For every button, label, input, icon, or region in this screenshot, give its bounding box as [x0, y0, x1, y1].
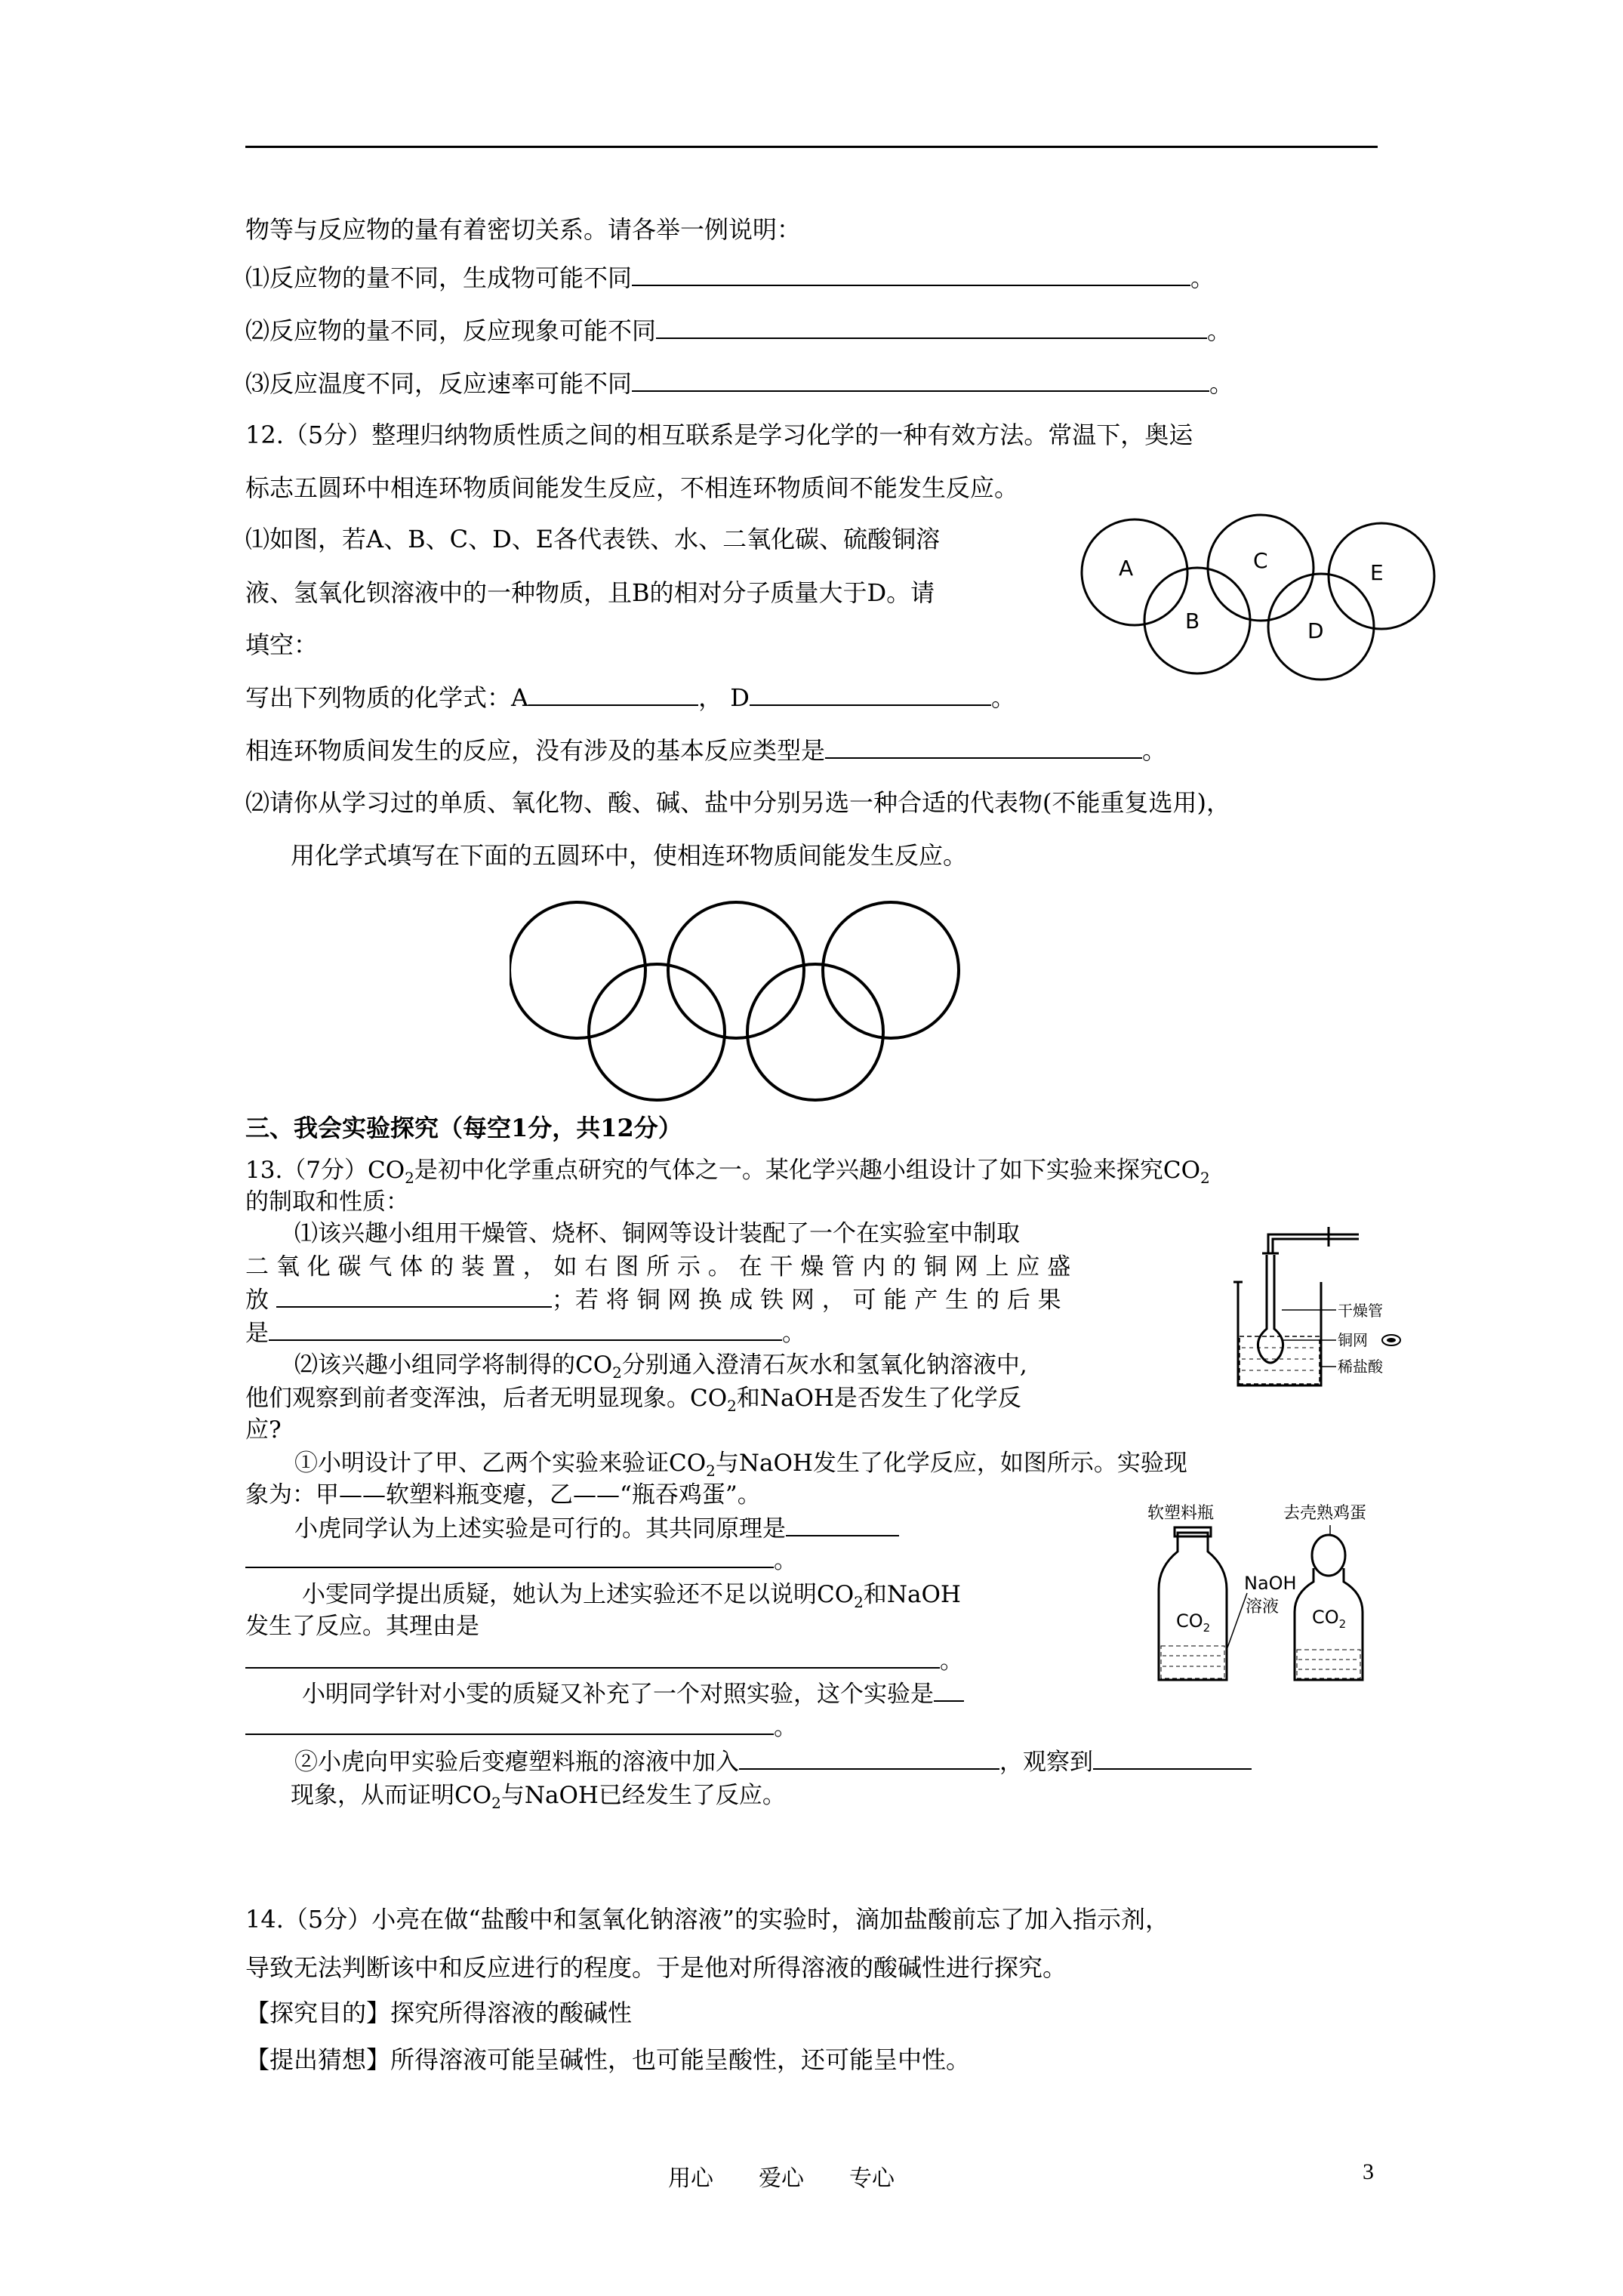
five-rings-figure-labeled — [1072, 513, 1442, 687]
q13-line-1: 13.（7分）$CO_2$是初中化学重点研究的气体之一。某化学兴趣小组设计了如下实验来探究$CO_2$ — [245, 1157, 1210, 1188]
q13-ming-blank: 。 — [245, 1711, 797, 1744]
q13-part1-line-4: 是 。 — [245, 1317, 805, 1350]
ring-label-e: E — [1370, 560, 1384, 585]
intro-line: 物等与反应物的量有着密切关系。请各举一例说明： — [245, 215, 802, 244]
q13-part1-line-1: ⑴该兴趣小组用干燥管、烧杯、铜网等设计装配了一个在实验室中制取 — [294, 1220, 1020, 1247]
label-solution: 溶液 — [1246, 1598, 1280, 1616]
label-shelled-egg: 去壳熟鸡蛋 — [1283, 1504, 1367, 1523]
q13-step1-line-1: ①小明设计了甲、乙两个实验来验证$CO_2$与NaOH发生了化学反应，如图所示。实验现 — [294, 1450, 1187, 1481]
q13-tiger-line: 小虎同学认为上述实验是可行的。其共同原理是 — [294, 1512, 899, 1546]
q13-part2-line-1: ⑵该兴趣小组同学将制得的$CO_2$分别通入澄清石灰水和氢氧化钠溶液中, — [294, 1351, 1027, 1382]
label-dilute-hcl: 稀盐酸 — [1338, 1358, 1383, 1376]
label-co2-bottle2: $CO_2$ — [1312, 1607, 1347, 1631]
label-drying-tube: 干燥管 — [1338, 1302, 1383, 1320]
q11-item-2: ⑵反应物的量不同，反应现象可能不同 。 — [245, 316, 1232, 345]
q13-step1-line-2: 象为：甲——软塑料瓶变瘪，乙——“瓶吞鸡蛋”。 — [245, 1481, 761, 1509]
q13-step2-line-1: ②小虎向甲实验后变瘪塑料瓶的溶液中加入 ，观察到 — [294, 1746, 1252, 1779]
label-soft-bottle: 软塑料瓶 — [1147, 1504, 1215, 1523]
q14-goal: 【探究目的】探究所得溶液的酸碱性 — [245, 1999, 633, 2027]
q13-part1-line-3: 放 ；若 将 铜 网 换 成 铁 网 ， 可 能 产 生 的 后 果 — [245, 1284, 1061, 1317]
q12-line-2: 标志五圆环中相连环物质间能发生反应，不相连环物质间不能发生反应。 — [245, 473, 1019, 502]
q12-formula-line: 写出下列物质的化学式：A ， D 。 — [245, 683, 1015, 712]
q13-line-2: 的制取和性质： — [245, 1188, 409, 1216]
q14-guess: 【提出猜想】所得溶液可能呈碱性，也可能呈酸性，还可能呈中性。 — [245, 2045, 971, 2074]
q12-line-1: 12.（5分）整理归纳物质性质之间的相互联系是学习化学的一种有效方法。常温下，奥运 — [245, 421, 1193, 449]
q13-part2-line-3: 应? — [245, 1416, 282, 1444]
label-copper-mesh: 铜网 — [1338, 1331, 1368, 1349]
q13-ming-line: 小明同学针对小雯的质疑又补充了一个对照实验，这个实验是 — [302, 1678, 964, 1711]
q13-wen-line-2: 发生了反应。其理由是 — [245, 1613, 479, 1640]
ring-label-d: D — [1307, 618, 1324, 643]
five-rings-figure-blank — [510, 895, 962, 1110]
ring-label-a: A — [1119, 556, 1134, 581]
q12-part1-line-1: ⑴如图，若A、B、C、D、E各代表铁、水、二氧化碳、硫酸铜溶 — [245, 525, 941, 553]
q12-part2-line-1: ⑵请你从学习过的单质、氧化物、酸、碱、盐中分别另选一种合适的代表物(不能重复选用)， — [245, 788, 1230, 817]
label-co2-bottle1: $CO_2$ — [1176, 1610, 1211, 1635]
q13-wen-blank: 。 — [245, 1644, 963, 1678]
q11-item-3: ⑶反应温度不同，反应速率可能不同 。 — [245, 369, 1234, 398]
bottle-experiments-figure — [1132, 1499, 1412, 1691]
label-naoh: NaOH — [1244, 1573, 1297, 1594]
ring-label-c: C — [1253, 548, 1268, 573]
q12-part1-line-2: 液、氢氧化钡溶液中的一种物质，且B的相对分子质量大于D。请 — [245, 578, 935, 607]
q12-part1-line-3: 填空： — [245, 630, 319, 659]
section-3-heading: 三、我会实验探究（每空1分，共12分） — [245, 1114, 682, 1142]
header-rule — [245, 146, 1378, 148]
q12-reaction-type-line: 相连环物质间发生的反应，没有涉及的基本反应类型是 。 — [245, 736, 1167, 765]
q14-line-2: 导致无法判断该中和反应进行的程度。于是他对所得溶液的酸碱性进行探究。 — [245, 1953, 1067, 1982]
q13-wen-line-1: 小雯同学提出质疑，她认为上述实验还不足以说明$CO_2$和NaOH — [302, 1581, 961, 1612]
q14-line-1: 14.（5分）小亮在做“盐酸中和氢氧化钠溶液”的实验时，滴加盐酸前忘了加入指示剂， — [245, 1905, 1169, 1934]
q13-part2-line-2: 他们观察到前者变浑浊，后者无明显现象。$CO_2$和NaOH是否发生了化学反 — [245, 1385, 1021, 1416]
ring-label-b: B — [1185, 609, 1200, 633]
footer-motto: 用心 爱心 专心 — [668, 2166, 895, 2191]
q11-item-1: ⑴反应物的量不同，生成物可能不同 。 — [245, 264, 1215, 292]
q13-part1-line-2: 二 氧 化 碳 气 体 的 装 置 ， 如 右 图 所 示 。 在 干 燥 管 内 的 铜 网 上 应 盛 — [245, 1253, 1071, 1281]
q12-part2-line-2: 用化学式填写在下面的五圆环中，使相连环物质间能发生反应。 — [291, 841, 968, 870]
page-number: 3 — [1363, 2159, 1374, 2184]
co2-generator-apparatus — [1208, 1216, 1404, 1393]
q13-tiger-blank: 。 — [245, 1544, 797, 1577]
q13-step2-line-2: 现象，从而证明$CO_2$与NaOH已经发生了反应。 — [291, 1782, 786, 1813]
